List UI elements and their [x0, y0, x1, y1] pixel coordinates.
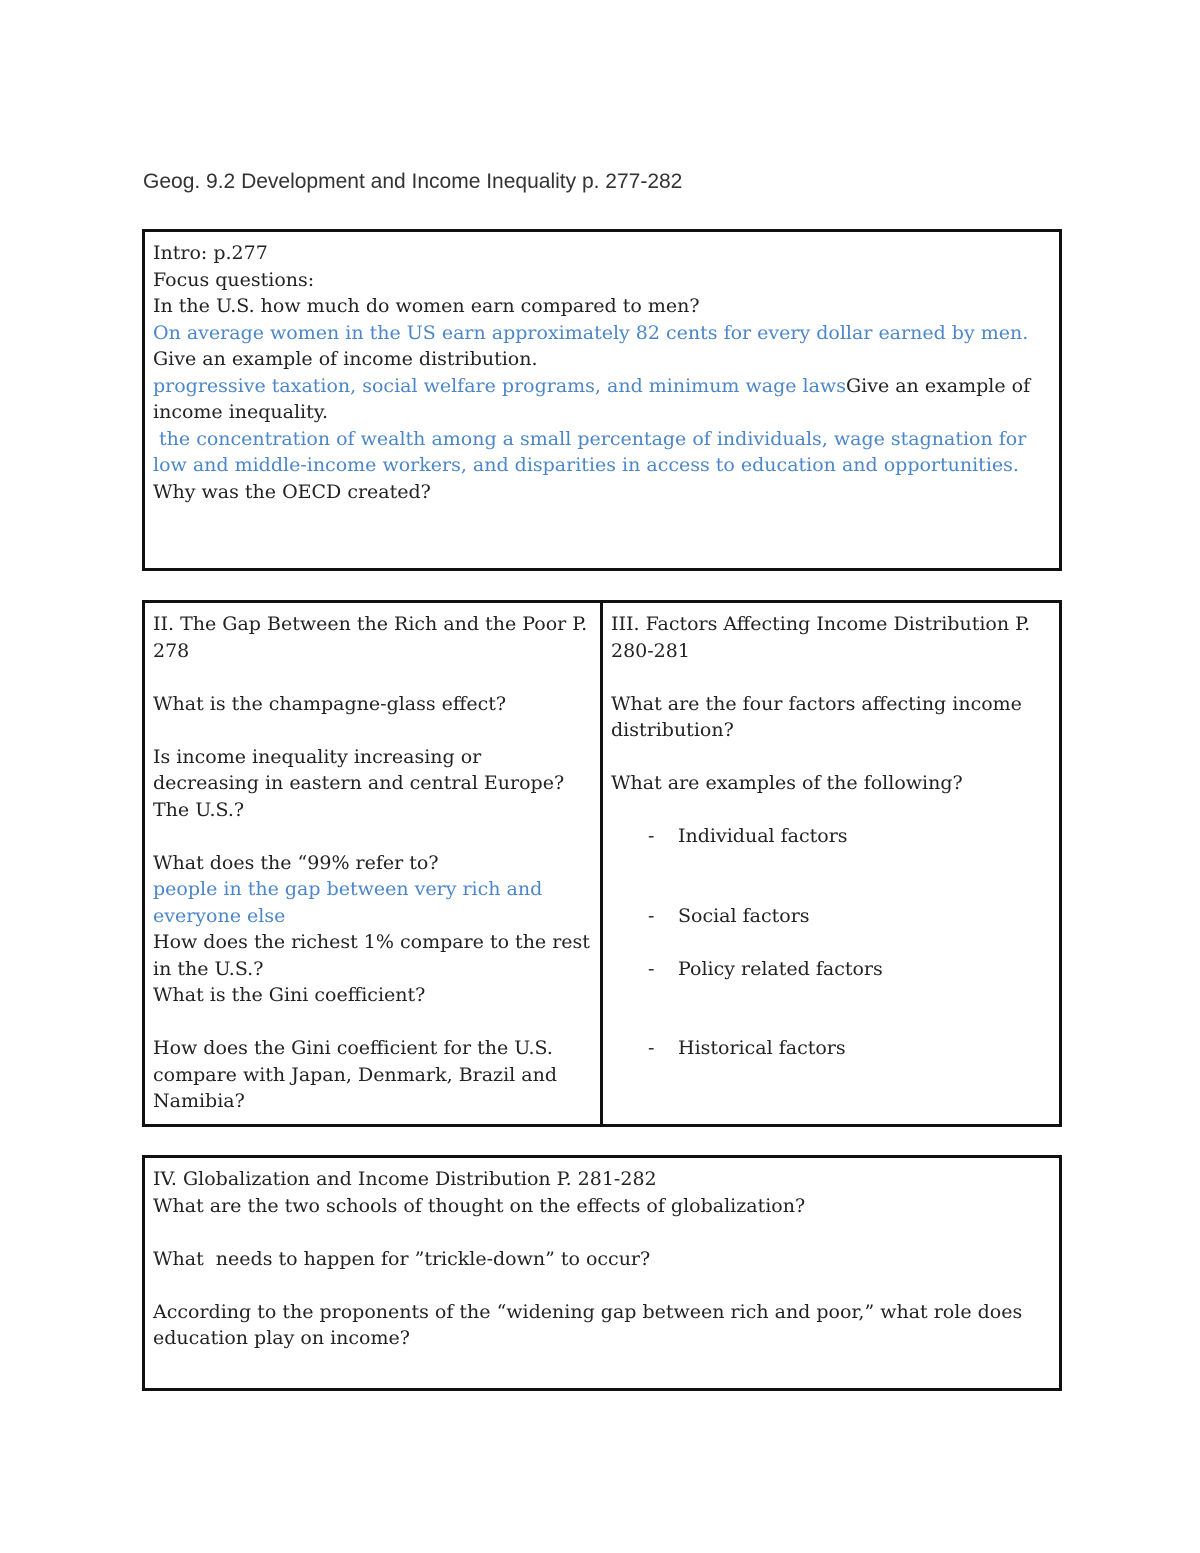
intro-section — [142, 229, 1062, 571]
bullet-dash: - — [648, 825, 655, 847]
intro-heading: Intro: p.277 — [153, 242, 268, 264]
factor-item — [611, 956, 1051, 983]
bullet-dash: - — [648, 957, 655, 980]
section2-question-3: What does the “99% refer to? — [153, 851, 439, 874]
factors-income-section — [603, 603, 1059, 1124]
section2-question-6: How does the Gini coefficient for the U.S. compare with Japan, Denmark, Brazil and Namibia? — [153, 1037, 557, 1112]
section3-question-1: What are the four factors affecting income distribution? — [611, 692, 1022, 741]
factor-label: Historical factors — [678, 1037, 846, 1059]
intro-answer-3: the concentration of wealth among a small percentage of individuals, wage stagnation for low and middle-income workers, and disparities in access to education and opportunities. — [153, 427, 1033, 476]
section2-question-4: How does the richest 1% compare to the rest in the U.S.? — [153, 931, 590, 980]
focus-questions-label: Focus questions: — [153, 268, 315, 291]
globalization-section — [142, 1155, 1062, 1391]
intro-question-4: Why was the OECD created? — [153, 480, 431, 503]
gap-rich-poor-section — [145, 603, 603, 1124]
section4-heading: IV. Globalization and Income Distribution P. 281-282 — [153, 1168, 657, 1190]
bullet-dash: - — [648, 1037, 655, 1059]
intro-question-3: Give an example of income inequality. — [153, 374, 1031, 423]
section3-question-2: What are examples of the following? — [611, 772, 963, 794]
section2-heading: II. The Gap Between the Rich and the Poor P. 278 — [153, 613, 588, 662]
page-title: Geog. 9.2 Development and Income Inequality p. 277-282 — [143, 170, 683, 193]
factor-label: Policy related factors — [678, 957, 883, 980]
section4-question-1: What are the two schools of thought on the effects of globalization? — [153, 1194, 806, 1217]
factor-item — [611, 903, 1051, 930]
factor-item — [611, 1035, 1051, 1062]
section4-question-2: What needs to happen for ”trickle-down” to occur? — [153, 1247, 651, 1270]
intro-question-2: Give an example of income distribution. — [153, 348, 538, 370]
intro-answer-1: On average women in the US earn approximately 82 cents for every dollar earned by men. — [153, 321, 1029, 344]
section2-question-1: What is the champagne-glass effect? — [153, 692, 507, 715]
intro-answer-2: progressive taxation, social welfare programs, and minimum wage laws — [153, 374, 846, 397]
section2-question-5: What is the Gini coefficient? — [153, 984, 426, 1006]
bullet-dash: - — [648, 904, 655, 927]
section3-heading: III. Factors Affecting Income Distribution P. 280-281 — [611, 613, 1031, 662]
section2-answer-3: people in the gap between very rich and everyone else — [153, 878, 543, 927]
intro-question-1: In the U.S. how much do women earn compared to men? — [153, 295, 700, 317]
factor-label: Individual factors — [678, 825, 848, 847]
factor-item — [611, 823, 1051, 850]
factor-label: Social factors — [678, 904, 810, 927]
section2-question-2: Is income inequality increasing or decreasing in eastern and central Europe? The U.S.? — [153, 745, 565, 821]
two-column-table — [142, 600, 1062, 1127]
intro-answer-2-block — [153, 373, 1051, 426]
section4-question-3: According to the proponents of the “widening gap between rich and poor,” what role does education play on income? — [153, 1300, 1023, 1349]
